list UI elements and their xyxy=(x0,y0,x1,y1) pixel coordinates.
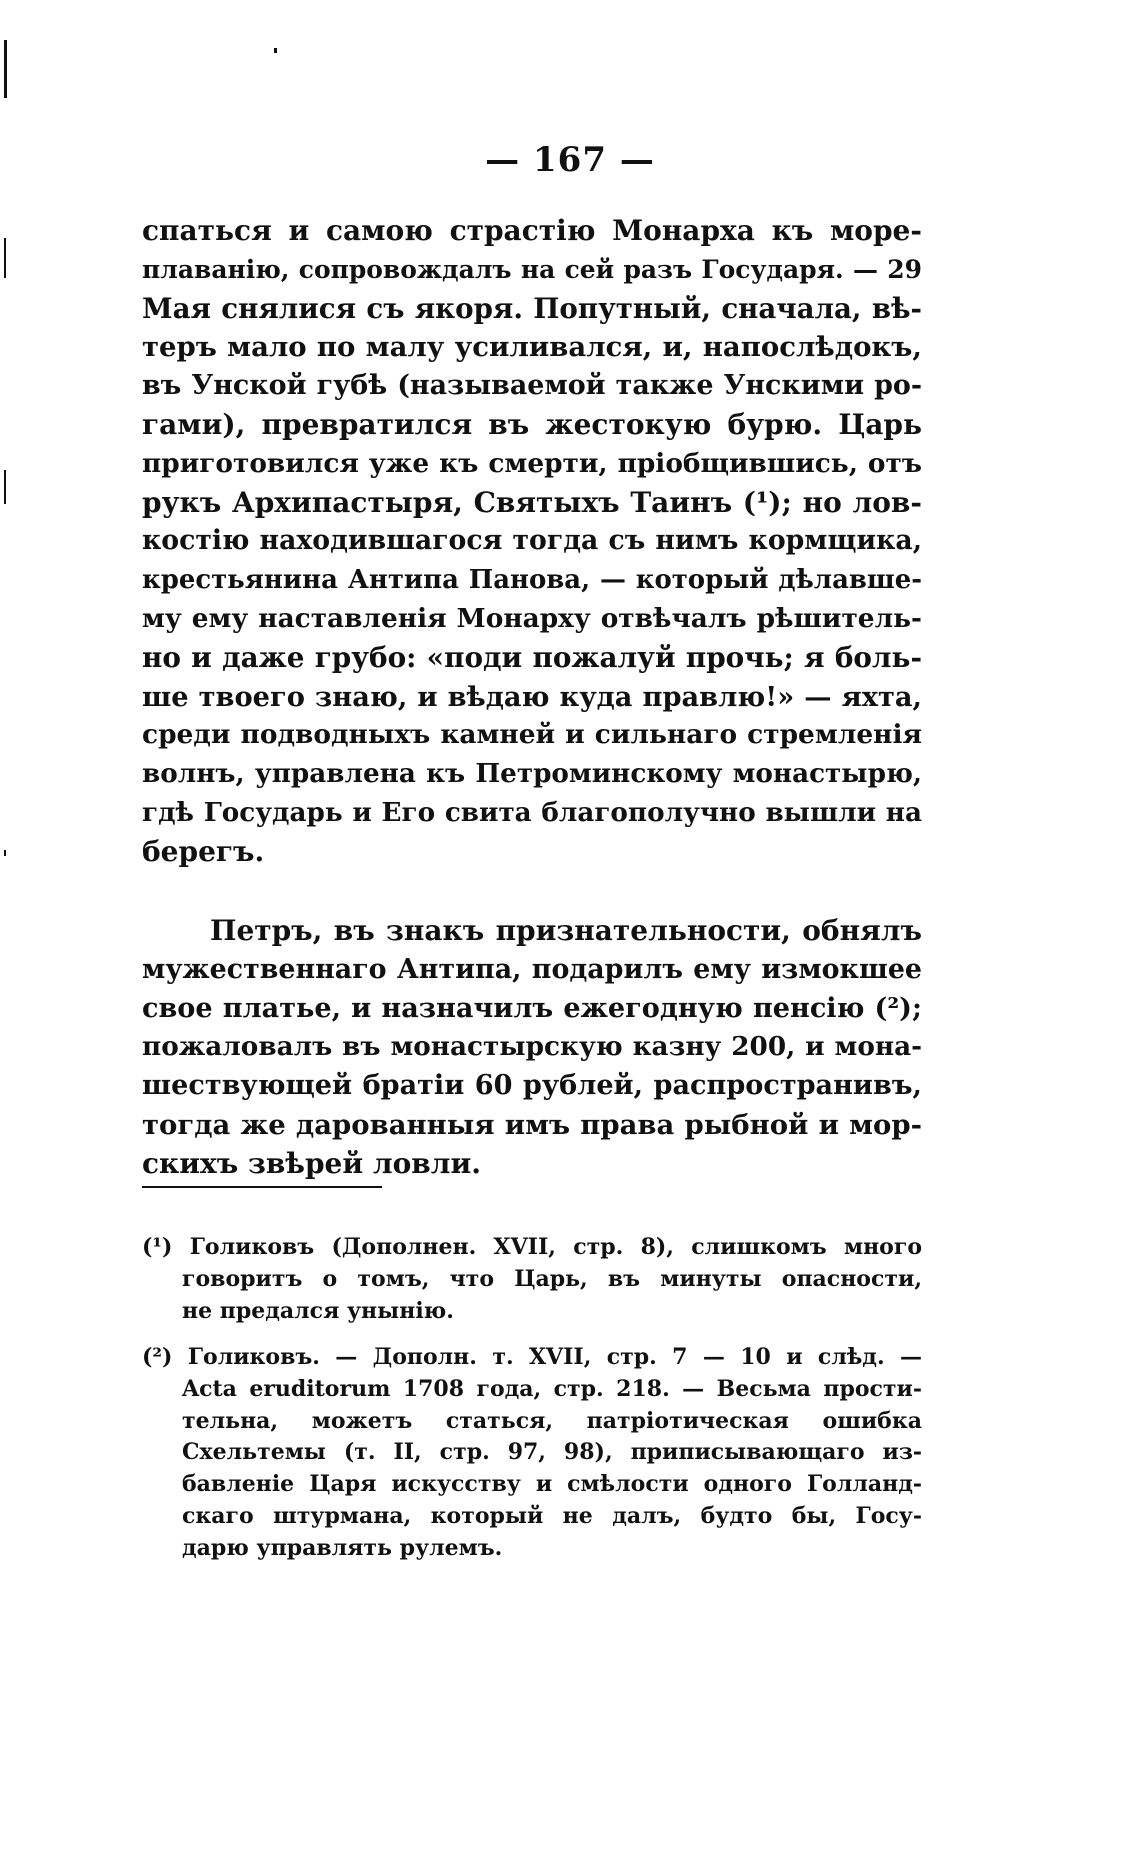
text-line: рукъ Архипастыря, Святыхъ Таинъ (¹); но лов- xyxy=(142,485,922,519)
text-line: костію находившагося тогда съ нимъ кормщика, xyxy=(142,525,922,557)
text-line: приготовился уже къ смерти, пріобщившись, отъ xyxy=(142,447,922,479)
text-line: скихъ звѣрей ловли. xyxy=(142,1146,482,1180)
text-line: му ему наставленія Монарху отвѣчалъ рѣшитель- xyxy=(142,602,922,634)
text-line: пожаловалъ въ монастырскую казну 200, и мона- xyxy=(142,1031,922,1063)
text-line: мужественнаго Антипа, подарилъ ему измокшее xyxy=(142,953,922,985)
scan-edge-mark xyxy=(4,238,6,278)
scan-edge-mark xyxy=(4,470,6,504)
text-line: шествующей братіи 60 рублей, распространивъ, xyxy=(142,1070,922,1102)
footnote-line: тельна, можетъ статься, патріотическая ошибка xyxy=(182,1407,922,1434)
text-line: спаться и самою страстію Монарха къ море- xyxy=(142,214,922,247)
footnote-line: (²) Голиковъ. — Дополн. т. XVII, стр. 7 — 10 и слѣд. — xyxy=(142,1344,922,1370)
text-line: крестьянина Антипа Панова, — который дѣлавше- xyxy=(142,565,922,596)
paragraph-1 xyxy=(142,212,922,872)
text-line: въ Унской губѣ (называемой также Унскими ро- xyxy=(142,370,922,402)
scan-speck xyxy=(274,48,277,53)
scan-edge-mark xyxy=(4,40,7,98)
text-line: теръ мало по малу усиливался, и, напослѣдокъ, xyxy=(142,331,922,364)
text-line: но и даже грубо: «поди пожалуй прочь; я боль- xyxy=(142,640,922,674)
text-line: берегъ. xyxy=(142,834,265,868)
text-line: волнъ, управлена къ Петроминскому монастырю, xyxy=(142,758,922,790)
footnote-line: говоритъ о томъ, что Царь, въ минуты опасности, xyxy=(182,1265,922,1292)
text-line: Мая снялися съ якоря. Попутный, сначала, вѣ- xyxy=(142,291,922,325)
text-line: тогда же дарованныя имъ права рыбной и мор- xyxy=(142,1108,922,1141)
footnote-line: бавленіе Царя искусству и смѣлости одного Голланд- xyxy=(182,1471,922,1498)
text-line: свое платье, и назначилъ ежегодную пенсію (²); xyxy=(142,992,922,1024)
footnote-line: Acta eruditorum 1708 года, стр. 218. — Весьма прости- xyxy=(182,1375,922,1402)
text-line: плаванію, сопровождалъ на сей разъ Государя. — 29 xyxy=(142,254,922,284)
footnote-1 xyxy=(142,1232,922,1327)
paragraph-2 xyxy=(142,912,922,1184)
page-number: — 167 — xyxy=(485,140,655,180)
scan-speck xyxy=(4,850,6,856)
footnote-line: не предался унынію. xyxy=(182,1297,454,1324)
footnote-line: Схельтемы (т. II, стр. 97, 98), приписывающаго из- xyxy=(182,1439,922,1466)
text-line: гами), превратился въ жестокую бурю. Царь xyxy=(142,407,922,441)
footnote-2 xyxy=(142,1342,922,1565)
text-line: среди подводныхъ камней и сильнаго стремленія xyxy=(142,719,922,751)
text-line: гдѣ Государь и Его свита благополучно вышли на xyxy=(142,796,922,828)
footnote-divider xyxy=(142,1186,382,1188)
text-line: ше твоего знаю, и вѣдаю куда правлю!» — яхта, xyxy=(142,680,922,713)
footnote-line: (¹) Голиковъ (Дополнен. XVII, стр. 8), слишкомъ много xyxy=(142,1234,922,1260)
text-line: Петръ, въ знакъ признательности, обнялъ xyxy=(210,914,922,947)
footnote-line: дарю управлять рулемъ. xyxy=(182,1534,503,1561)
footnote-line: скаго штурмана, который не далъ, будто бы, Госу- xyxy=(182,1502,922,1529)
